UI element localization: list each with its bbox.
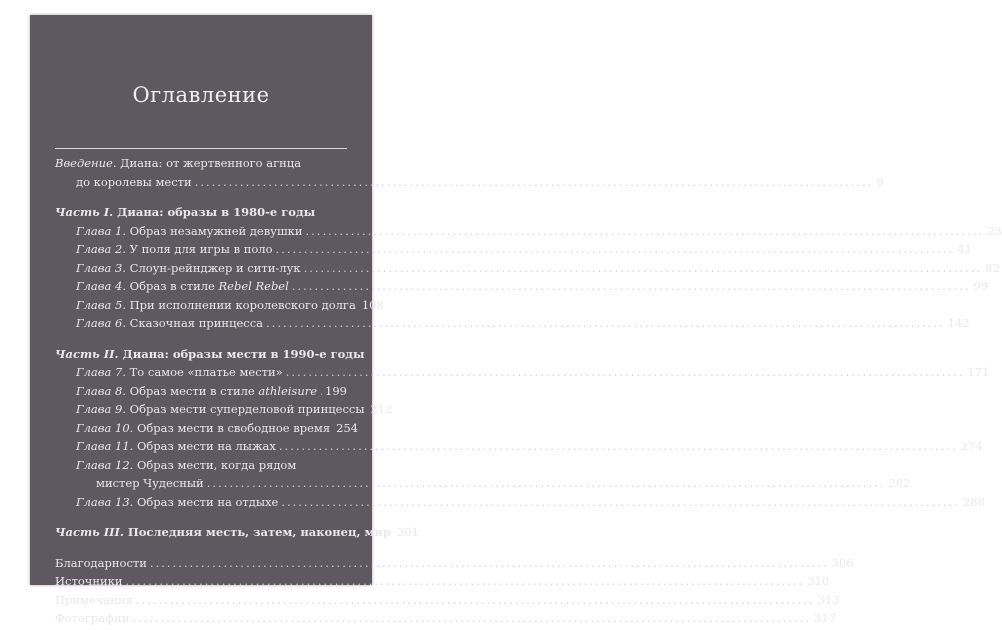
page-number: 310 — [807, 574, 830, 588]
divider — [55, 148, 347, 149]
toc-part-heading — [55, 525, 419, 544]
leader-dots — [266, 316, 945, 330]
toc-entry-chapter — [55, 458, 347, 477]
toc-entry-back-matter — [55, 574, 830, 593]
toc-entry-chapter — [55, 439, 983, 458]
toc-entry-chapter — [55, 242, 972, 261]
page-number: 306 — [831, 555, 854, 570]
back-matter-title: Примечания — [55, 592, 133, 607]
chapter-prefix: Глава 2. — [76, 242, 126, 256]
page-number: 313 — [817, 592, 840, 607]
chapter-title: Образ мести в свободное время — [136, 420, 331, 435]
chapter-prefix: Глава 4. — [76, 279, 126, 293]
leader-dots — [276, 242, 955, 256]
chapter-title: Образ мести в стиле — [129, 383, 255, 398]
page-number: 142 — [947, 316, 970, 330]
page-number: 99 — [973, 279, 989, 293]
toc-entry-chapter — [55, 316, 970, 335]
chapter-title: Образ незамужней девушки — [129, 223, 303, 238]
chapter-prefix: Глава 7. — [76, 365, 126, 379]
page-number: 108 — [361, 297, 384, 312]
leader-dots — [320, 384, 322, 398]
chapter-title: При исполнении королевского долга — [129, 297, 356, 312]
part-prefix: Часть III. — [55, 525, 124, 539]
intro-prefix: Введение. — [55, 156, 117, 170]
back-matter-title: Фотографии — [55, 611, 130, 625]
chapter-title: У поля для игры в поло — [129, 242, 273, 256]
toc-entry-chapter — [55, 384, 347, 403]
intro-title-line2: до королевы мести — [76, 174, 192, 189]
page-number: 41 — [957, 242, 972, 256]
leader-dots — [306, 224, 985, 238]
chapter-prefix: Глава 12. — [76, 457, 134, 472]
toc-entry-back-matter — [55, 555, 854, 575]
toc-entry-chapter — [55, 297, 384, 317]
chapter-prefix: Глава 9. — [76, 402, 126, 416]
toc-entry-chapter — [55, 279, 989, 298]
chapter-title: Образ мести на отдыхе — [136, 494, 279, 509]
chapter-prefix: Глава 11. — [76, 439, 134, 453]
chapter-title: Образ мести на лыжах — [136, 439, 276, 453]
chapter-prefix: Глава 3. — [76, 260, 126, 275]
part-prefix: Часть I. — [55, 205, 114, 219]
intro-title-line1: Диана: от жертвенного агнца — [120, 156, 302, 170]
table-of-contents — [55, 156, 1002, 630]
page-title: Оглавление — [132, 83, 270, 107]
toc-entry-chapter — [55, 260, 1000, 280]
page-number: 301 — [397, 525, 419, 539]
toc-part-heading — [55, 346, 365, 366]
leader-dots — [281, 495, 960, 509]
leader-dots — [207, 476, 886, 490]
leader-dots — [279, 439, 958, 453]
chapter-prefix: Глава 13. — [76, 494, 134, 509]
toc-entry-chapter — [55, 420, 359, 440]
chapter-title-em: athleisure — [258, 383, 318, 398]
chapter-prefix: Глава 5. — [76, 297, 126, 312]
chapter-title: Слоун-рейнджер и сити-лук — [129, 260, 301, 275]
page-number: 9 — [876, 174, 884, 189]
page-number: 254 — [336, 420, 359, 435]
back-matter-title: Благодарности — [55, 555, 147, 570]
page-number: 23 — [987, 223, 1002, 238]
chapter-title-em: Rebel Rebel — [218, 279, 289, 293]
toc-part-heading — [55, 205, 347, 224]
leader-dots — [304, 261, 983, 275]
chapter-title: Образ в стиле — [129, 279, 215, 293]
chapter-prefix: Глава 6. — [76, 316, 126, 330]
page-number: 212 — [370, 402, 393, 416]
part-title: Диана: образы мести в 1990-е годы — [122, 346, 365, 361]
page-number: 288 — [962, 494, 985, 509]
toc-entry-back-matter — [55, 611, 836, 630]
toc-entry-chapter — [55, 223, 1002, 243]
leader-dots — [132, 611, 811, 625]
page-number: 317 — [814, 611, 836, 625]
chapter-title: То самое «платье мести» — [129, 365, 283, 379]
leader-dots — [126, 574, 805, 588]
chapter-title-line2: мистер Чудесный — [96, 476, 204, 490]
page-number: 274 — [960, 439, 983, 453]
toc-entry-back-matter — [55, 592, 840, 612]
toc-entry-chapter — [55, 402, 393, 421]
leader-dots — [150, 556, 829, 570]
page-number: 171 — [967, 365, 990, 379]
chapter-title: Сказочная принцесса — [129, 316, 264, 330]
leader-dots — [286, 365, 965, 379]
leader-dots — [136, 593, 815, 607]
part-title: Последняя месть, затем, наконец, мир — [127, 525, 392, 539]
chapter-title: Образ мести, когда рядом — [136, 457, 297, 472]
chapter-prefix: Глава 8. — [76, 383, 126, 398]
leader-dots — [195, 175, 874, 189]
part-prefix: Часть II. — [55, 346, 119, 361]
part-title: Диана: образы в 1980-е годы — [117, 205, 316, 219]
back-matter-title: Источники — [55, 574, 123, 588]
leader-dots — [292, 279, 971, 293]
toc-entry-chapter-line2 — [55, 476, 911, 495]
chapter-prefix: Глава 10. — [76, 420, 134, 435]
book-page — [30, 15, 1002, 625]
toc-entry-chapter — [55, 365, 990, 384]
page-number: 282 — [888, 476, 911, 490]
chapter-title: Образ мести суперделовой принцессы — [129, 402, 365, 416]
page-number: 199 — [325, 383, 347, 398]
page-number: 82 — [985, 260, 1000, 275]
toc-entry-chapter — [55, 494, 985, 514]
toc-entry-intro — [55, 156, 347, 175]
toc-entry-intro-line2 — [55, 174, 884, 194]
chapter-prefix: Глава 1. — [76, 223, 126, 238]
